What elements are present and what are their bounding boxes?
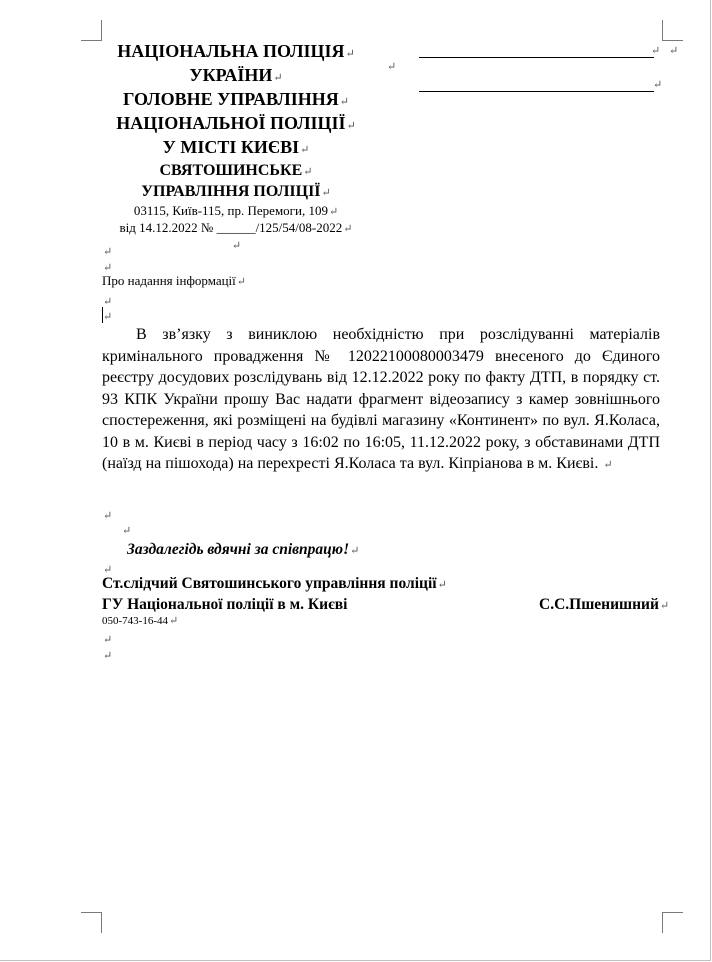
paragraph-mark-icon	[346, 48, 355, 60]
crop-mark-bottom-left	[81, 912, 102, 933]
letterhead-address[interactable]: 03115, Київ-115, пр. Перемоги, 109 ↵	[100, 203, 372, 220]
paragraph-mark-icon	[343, 223, 352, 235]
paragraph-mark-icon	[350, 545, 359, 557]
paragraph-mark-icon	[232, 240, 241, 252]
crop-mark-top-right	[662, 20, 683, 41]
letterhead	[100, 41, 372, 254]
paragraph-mark-icon	[122, 524, 131, 537]
paragraph-mark-icon	[329, 206, 338, 218]
letterhead-reference[interactable]: від 14.12.2022 № ______/125/54/08-2022 ↵	[100, 220, 372, 237]
letterhead-line[interactable]: НАЦІОНАЛЬНА ПОЛІЦІЯ ↵	[100, 41, 372, 65]
paragraph-mark-icon	[103, 246, 112, 258]
paragraph-mark-icon	[669, 44, 678, 57]
empty-paragraph[interactable]	[100, 237, 372, 254]
paragraph-mark-icon	[300, 144, 309, 156]
paragraph-mark-icon	[103, 650, 112, 662]
paragraph-mark-icon	[603, 459, 612, 471]
paragraph-mark-icon	[347, 120, 356, 132]
body-paragraph[interactable]: В зв’язку з виниклою необхідністю при розслідуванні матеріалів кримінального провадження № 12022100080003479 внесеного до Єдиного реєстру досудових розслідувань від 12.12.2022 року по факту ДТП, в порядку ст. 93 КПК України прошу Вас надати фрагмент відеозапису з камер зовнішнього спостереження, які розміщені на будівлі магазину «Континент» по вул. Я.Коласа, 10 в м. Києві в період часу з 16:02 по 16:05, 11.12.2022 року, з обставинами ДТП (наїзд на пішохода) на перехресті Я.Коласа та вул. Кіпріанова в м. Києві. ↵	[102, 324, 660, 477]
signature-position-line-2[interactable]: ГУ Національної поліції в м. Києві	[102, 596, 348, 613]
addressee-line-2[interactable]	[419, 91, 654, 92]
paragraph-mark-icon	[303, 166, 312, 178]
paragraph-mark-icon	[438, 579, 447, 591]
empty-paragraph[interactable]	[102, 506, 112, 524]
paragraph-mark-icon	[340, 96, 349, 108]
subject-line[interactable]: Про надання інформації ↵	[102, 273, 246, 289]
letterhead-line[interactable]: У МІСТІ КИЄВІ ↵	[100, 137, 372, 161]
paragraph-mark-icon	[651, 44, 660, 57]
paragraph-mark-icon	[660, 600, 669, 612]
paragraph-mark-icon	[103, 311, 112, 323]
paragraph-mark-icon	[653, 78, 662, 91]
letterhead-line[interactable]: УКРАЇНИ ↵	[100, 65, 372, 89]
paragraph-mark-icon	[103, 510, 112, 522]
crop-mark-top-left	[81, 20, 102, 41]
paragraph-mark-icon	[273, 72, 282, 84]
signature-position-line-1[interactable]: Ст.слідчий Святошинського управління поліції ↵	[102, 575, 447, 593]
addressee-line-1[interactable]	[419, 57, 654, 58]
crop-mark-bottom-right	[662, 912, 683, 933]
letterhead-line[interactable]: ГОЛОВНЕ УПРАВЛІННЯ ↵	[100, 89, 372, 113]
signature-name[interactable]: С.С.Пшенишний ↵	[539, 596, 669, 614]
letterhead-line[interactable]: НАЦІОНАЛЬНОЇ ПОЛІЦІЇ ↵	[100, 113, 372, 137]
paragraph-mark-icon	[322, 187, 331, 199]
contact-phone[interactable]: 050-743-16-44 ↵	[102, 614, 178, 627]
paragraph-mark-icon	[387, 60, 396, 73]
empty-paragraph[interactable]	[102, 646, 112, 664]
closing-line[interactable]: Заздалегідь вдячні за співпрацю! ↵	[127, 541, 359, 559]
letterhead-line[interactable]: СВЯТОШИНСЬКЕ ↵	[100, 161, 372, 182]
paragraph-mark-icon	[169, 615, 178, 627]
paragraph-mark-icon	[103, 634, 112, 646]
letterhead-line[interactable]: УПРАВЛІННЯ ПОЛІЦІЇ ↵	[100, 182, 372, 203]
empty-paragraph[interactable]	[102, 307, 112, 325]
paragraph-mark-icon	[237, 276, 246, 288]
